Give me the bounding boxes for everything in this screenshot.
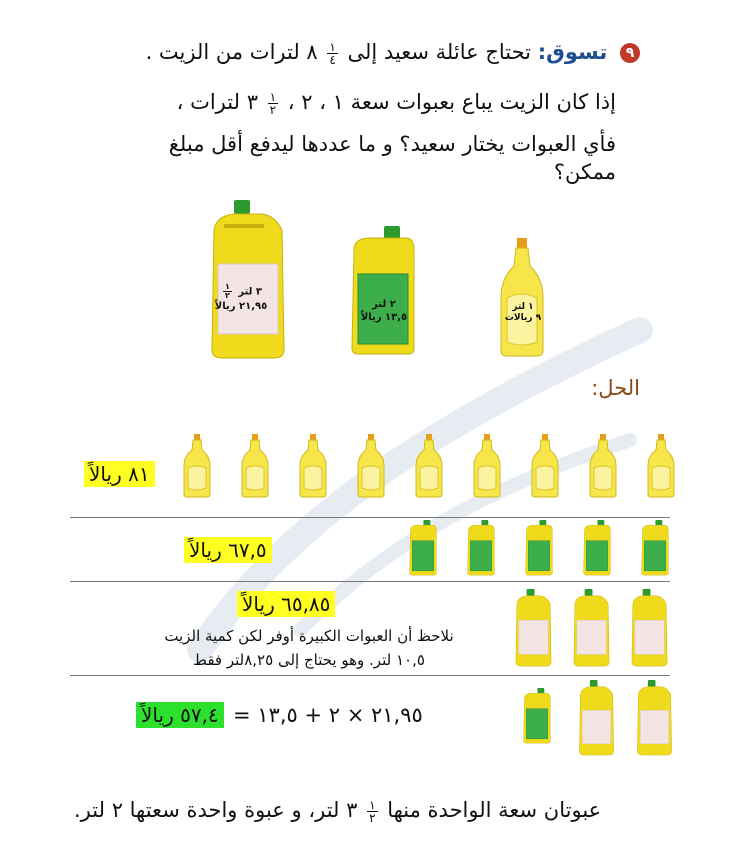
fraction-quarter: $\frac{١}{٤}$	[329, 39, 336, 67]
problem-text-2b: ٣ لترات ،	[176, 90, 258, 114]
final-answer: عبوتان سعة الواحدة منها $\frac{١}{٢}$ ٣ لتر، و عبوة واحدة سعتها ٢ لتر.	[74, 797, 602, 825]
row3-price: ٦٥,٨٥ ريالاً	[237, 591, 335, 617]
oil-bottle-1l-icon	[530, 434, 560, 498]
oil-jug-2l-icon	[406, 520, 440, 576]
row4-equation: ٢١,٩٥ × ٢ + ١٣,٥ =	[233, 703, 423, 727]
oil-bottle-1l-icon	[472, 434, 502, 498]
oil-jug-2l-icon	[522, 520, 556, 576]
problem-topic: تسوق:	[537, 40, 608, 64]
row3-note-line-1: نلاحظ أن العبوات الكبيرة أوفر لكن كمية الزيت	[164, 627, 454, 645]
oil-bottle-1l-icon	[240, 434, 270, 498]
oil-jug-2l-icon	[520, 688, 554, 744]
problem-text-2a: إذا كان الزيت يباع بعبوات سعة ١ ، ٢ ،	[281, 90, 616, 114]
row4-price: ٥٧,٤ ريالاً	[136, 702, 224, 728]
oil-bottle-1l-icon	[298, 434, 328, 498]
row2-price: ٦٧,٥ ريالاً	[184, 537, 272, 563]
oil-bottle-1l-icon	[646, 434, 676, 498]
problem-text-1b: ٨ لترات من الزيت .	[145, 40, 318, 64]
row3-note-line-2: ١٠,٥ لتر. وهو يحتاج إلى ٨,٢٥لتر فقط	[193, 651, 425, 669]
fraction-half: $\frac{١}{٢}$	[269, 89, 277, 117]
problem-text-1a: تحتاج عائلة سعيد إلى	[340, 40, 532, 64]
problem-line-2	[177, 90, 616, 116]
oil-bottle-1l-icon	[588, 434, 618, 498]
row1-price: ٨١ ريالاً	[84, 461, 155, 487]
jug-3-5l-label: ٣ لتر $\frac{١}{٢}$ ٢١,٩٥ ريالاً	[214, 282, 268, 312]
oil-jug-2l-icon	[580, 520, 614, 576]
oil-jug-3-5l-icon	[570, 588, 614, 668]
jug-2l-label: ٢ لتر ١٣,٥ ريالاً	[360, 299, 408, 323]
oil-jug-3-5l-icon	[628, 588, 672, 668]
oil-jug-2l-icon	[638, 520, 672, 576]
row-divider	[70, 581, 670, 582]
oil-bottle-1l-icon	[356, 434, 386, 498]
solution-label: الحل:	[591, 376, 640, 400]
oil-bottle-1l-icon	[414, 434, 444, 498]
row-divider	[70, 517, 670, 518]
oil-jug-3-5l-icon	[512, 588, 556, 668]
oil-jug-3-5l-image	[204, 200, 294, 360]
problem-line-4: ممكن؟	[553, 160, 616, 184]
row-divider	[70, 675, 670, 676]
problem-line-3: فأي العبوات يختار سعيد؟ و ما عددها ليدفع أقل مبلغ	[168, 132, 616, 156]
oil-jug-3-5l-icon	[633, 680, 677, 756]
oil-bottle-1l-icon	[182, 434, 212, 498]
fraction-half: $\frac{١}{٢}$	[369, 797, 376, 825]
problem-number-badge: ٩	[620, 43, 640, 63]
oil-bottle-1l-image	[497, 238, 547, 358]
oil-jug-2l-image	[348, 226, 418, 356]
oil-jug-3-5l-icon	[575, 680, 619, 756]
bottle-1l-label: ١ لتر ٩ ريالات	[504, 302, 542, 323]
oil-jug-2l-icon	[464, 520, 498, 576]
problem-line-1	[146, 40, 640, 66]
